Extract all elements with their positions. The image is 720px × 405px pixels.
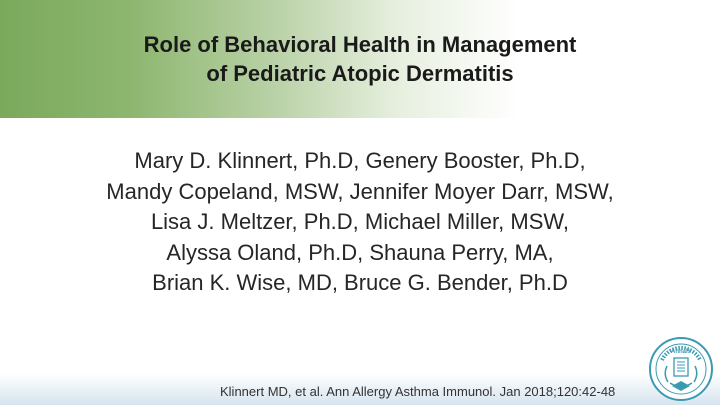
- author-line: Brian K. Wise, MD, Bruce G. Bender, Ph.D: [152, 270, 568, 295]
- citation-text: Klinnert MD, et al. Ann Allergy Asthma Immunol. Jan 2018;120:42-48: [220, 384, 616, 399]
- author-line: Alyssa Oland, Ph.D, Shauna Perry, MA,: [166, 239, 554, 265]
- author-line: Mary D. Klinnert, Ph.D, Genery Booster, Ph.D,: [134, 148, 586, 173]
- logo-text: Annals: [670, 349, 692, 355]
- author-list: [0, 146, 720, 299]
- author-line: Mandy Copeland, MSW, Jennifer Moyer Darr, MSW,: [106, 178, 614, 204]
- slide-title-line-2: of Pediatric Atopic Dermatitis: [206, 61, 514, 86]
- annals-journal-seal-icon: [648, 336, 714, 402]
- author-line: Lisa J. Meltzer, Ph.D, Michael Miller, MSW,: [150, 209, 570, 234]
- slide-title: [0, 30, 720, 88]
- slide-title-line-1: Role of Behavioral Health in Management: [143, 32, 577, 57]
